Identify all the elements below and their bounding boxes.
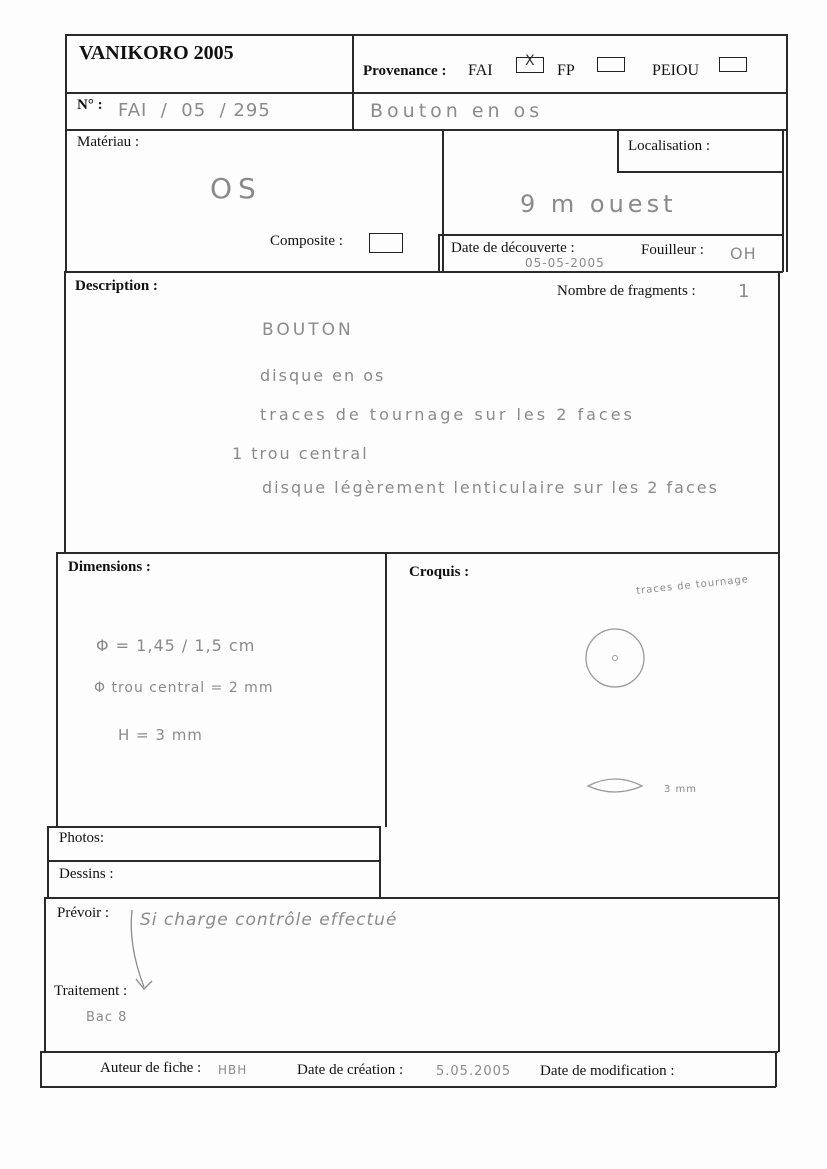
photos-label: Photos: [59,830,105,846]
date-decouverte-value: 05-05-2005 [525,256,605,270]
description-label: Description : [75,278,158,294]
fragments-label: Nombre de fragments : [557,283,696,299]
dimension-line: H = 3 mm [118,726,203,744]
localisation-value: 9 m ouest [520,190,677,218]
dimension-line: Φ trou central = 2 mm [94,680,274,696]
number-label: N° : [77,97,103,113]
fragments-value: 1 [738,281,751,302]
description-line: BOUTON [262,320,354,340]
croquis-sketch [560,600,760,820]
provenance-peiou-label: PEIOU [652,62,700,79]
croquis-label: Croquis : [409,564,470,580]
provenance-label: Provenance : [363,63,447,79]
auteur-label: Auteur de fiche : [100,1060,202,1076]
traitement-value: Bac 8 [86,1010,128,1025]
number-value: FAI / 05 / 295 [118,100,271,121]
composite-checkbox[interactable] [369,233,403,253]
provenance-fai-checkbox[interactable] [516,53,544,73]
description-line: traces de tournage sur les 2 faces [260,405,635,424]
prevoir-label: Prévoir : [57,905,110,921]
auteur-value: HBH [218,1063,248,1077]
button-top-view-outline [586,629,644,687]
croquis-note-top: traces de tournage [635,574,750,597]
button-side-view-outline [588,779,642,792]
dimension-line: Φ = 1,45 / 1,5 cm [96,636,256,655]
materiau-value: OS [210,172,262,205]
fouilleur-label: Fouilleur : [641,242,704,258]
prevoir-value: Si charge contrôle effectué [140,910,398,930]
date-creation-label: Date de création : [297,1062,404,1078]
composite-label: Composite : [270,233,343,249]
materiau-label: Matériau : [77,134,140,150]
traitement-label: Traitement : [54,983,128,999]
provenance-peiou-checkbox[interactable] [719,57,747,72]
date-decouverte-label: Date de découverte : [451,240,575,256]
provenance-fp-checkbox[interactable] [597,57,625,72]
croquis-note-side: 3 mm [664,784,698,795]
date-modification-label: Date de modification : [540,1063,675,1079]
arrow-icon [122,905,162,995]
object-name: Bouton en os [370,100,544,122]
dessins-label: Dessins : [59,866,114,882]
button-central-hole [613,656,618,661]
date-creation-value: 5.05.2005 [436,1064,512,1079]
description-line: 1 trou central [232,444,369,463]
form-title: VANIKORO 2005 [79,42,234,64]
dimensions-label: Dimensions : [68,559,151,575]
checkbox-checked-mark: X [525,53,535,69]
provenance-fai-label: FAI [468,62,493,79]
provenance-fp-label: FP [557,62,575,79]
description-line: disque légèrement lenticulaire sur les 2 faces [262,478,719,497]
localisation-label: Localisation : [628,138,711,154]
description-line: disque en os [260,366,386,385]
fouilleur-value: OH [730,244,757,263]
